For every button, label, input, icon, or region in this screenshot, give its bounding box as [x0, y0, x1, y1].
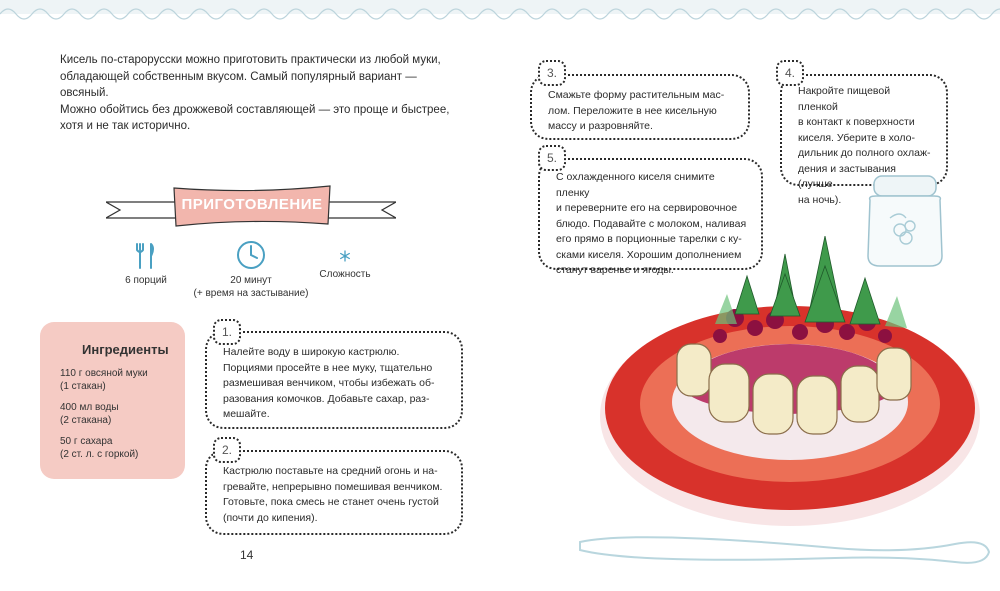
step-line: киселя. Уберите в холо-: [798, 131, 915, 144]
clock-icon: [235, 240, 267, 270]
intro-paragraph: [60, 52, 450, 135]
step-line: его прямо в порционные тарелки с ку-: [556, 233, 742, 245]
ingredient-item: [60, 435, 185, 461]
step-line: Кастрюлю поставьте на средний огонь и на-: [223, 465, 438, 477]
step-line: Готовьте, пока смесь не станет очень густой: [223, 496, 439, 508]
step-line: дильник до полного охлаж-: [798, 147, 931, 159]
ingredient-note: (2 ст. л. с горкой): [60, 449, 139, 460]
step-line: дения и застывания (лучше: [798, 162, 896, 190]
step-line: Налейте воду в широкую кастрюлю.: [223, 346, 400, 358]
ingredient-amount: 400 мл воды: [60, 402, 119, 413]
ingredient-note: (1 стакан): [60, 381, 106, 392]
time-note: (+ время на застывание): [193, 288, 309, 299]
step-line: разования комочков. Добавьте сахар, раз-: [223, 392, 430, 405]
step-2-box: [205, 450, 463, 535]
difficulty-meta: [310, 248, 380, 281]
ingredient-item: [60, 367, 185, 393]
time-label: 20 минут: [230, 275, 272, 286]
step-line: сками киселя. Хорошим дополнением: [556, 248, 742, 261]
step-line: гревайте, непрерывно помешивая венчиком.: [223, 480, 443, 493]
step-4-number: 4.: [776, 60, 804, 86]
step-5-number: 5.: [538, 145, 566, 171]
ingredients-title: Ингредиенты: [82, 342, 169, 357]
ingredients-card: [40, 322, 185, 479]
step-line: в контакт к поверхности: [798, 116, 915, 128]
step-line: (почти до кипения).: [223, 511, 318, 524]
ingredient-amount: 110 г овсяной муки: [60, 368, 148, 379]
intro-line: Кисель по-старорусски можно приготовить практически из любой муки,: [60, 54, 441, 66]
step-line: массу и разровняйте.: [548, 120, 653, 132]
intro-line: обладающей собственным вкусом. Самый популярный вариант — овсяный.: [60, 70, 417, 99]
step-line: размешивая венчиком, чтобы избежать об-: [223, 377, 435, 389]
intro-line: Можно обойтись без дрожжевой составляющей — это проще и быстрее,: [60, 103, 450, 116]
section-title: ПРИГОТОВЛЕНИЕ: [181, 196, 323, 213]
step-line: станут варенье и ягоды.: [556, 264, 674, 276]
step-1-box: [205, 331, 463, 429]
step-3-number: 3.: [538, 60, 566, 86]
intro-line: хотя и не так исторично.: [60, 120, 191, 132]
step-line: и переверните его на сервировочное: [556, 202, 738, 214]
portions-meta: [106, 242, 186, 287]
step-line: Смажьте форму растительным мас-: [548, 89, 725, 101]
step-1-number: 1.: [213, 319, 241, 345]
step-line: на ночь).: [798, 193, 842, 206]
ingredient-amount: 50 г сахара: [60, 436, 113, 447]
step-line: лом. Переложите в нее кисельную: [548, 104, 717, 117]
decorative-top-border: [0, 0, 1000, 24]
snowflake-icon: [337, 248, 353, 264]
step-2-number: 2.: [213, 437, 241, 463]
fork-knife-icon: [131, 242, 161, 270]
step-line: С охлажденного киселя снимите пленку: [556, 171, 715, 199]
ingredient-note: (2 стакана): [60, 415, 112, 426]
ingredient-item: [60, 401, 185, 427]
difficulty-label: Сложность: [319, 269, 371, 280]
step-line: Накройте пищевой пленкой: [798, 85, 891, 113]
step-line: мешайте.: [223, 408, 270, 420]
portions-label: 6 порций: [125, 275, 167, 286]
step-line: Порциями просейте в нее муку, тщательно: [223, 361, 433, 374]
time-meta: [186, 240, 316, 300]
kissel-dessert-illustration: [585, 236, 985, 541]
step-line: блюдо. Подавайте с молоком, наливая: [556, 217, 747, 230]
page-number: 14: [240, 548, 254, 562]
